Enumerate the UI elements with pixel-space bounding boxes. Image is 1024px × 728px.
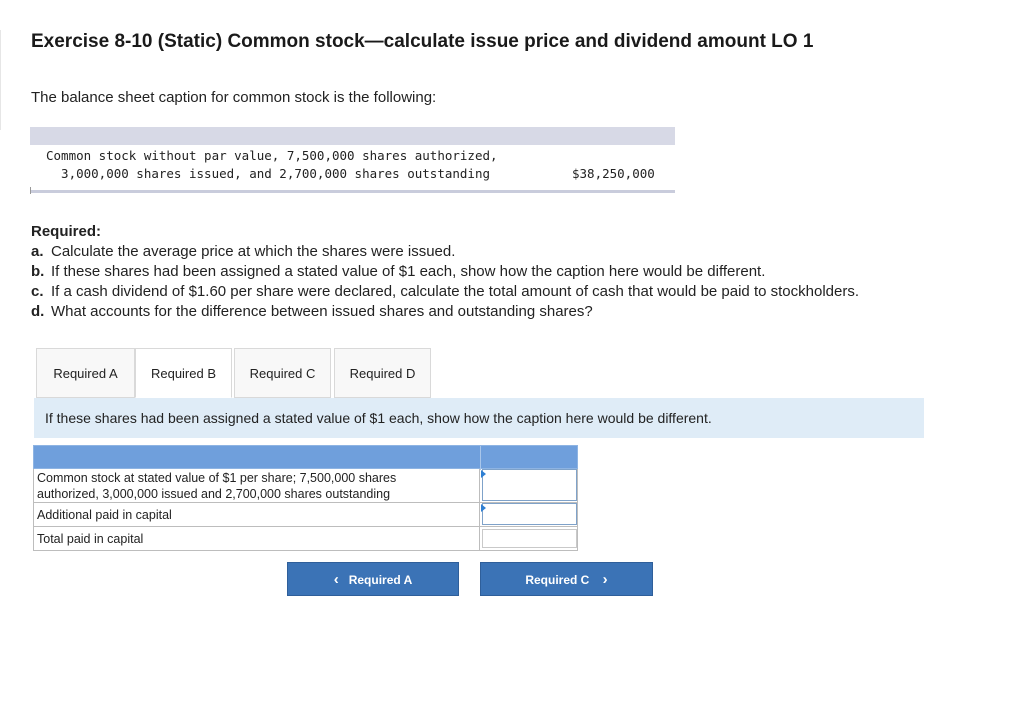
common-stock-amount-input[interactable] — [482, 469, 577, 501]
row-label: Total paid in capital — [37, 532, 144, 546]
header-column-divider — [480, 446, 481, 470]
caption-amount: $38,250,000 — [572, 166, 655, 181]
row-label-line-2: authorized, 3,000,000 issued and 2,700,000 shares outstanding — [37, 487, 391, 501]
required-item-letter: d. — [31, 303, 45, 320]
row-label — [37, 470, 396, 502]
exercise-intro: The balance sheet caption for common stock is the following: — [31, 89, 437, 106]
required-item-text: If these shares had been assigned a stated value of $1 each, show how the caption here would be different. — [51, 263, 766, 280]
prev-button-label: Required A — [348, 573, 413, 587]
exercise-title: Exercise 8-10 (Static) Common stock—calculate issue price and dividend amount LO 1 — [31, 31, 814, 52]
tab-required-c[interactable]: Required C — [234, 348, 331, 398]
caption-tick — [30, 187, 31, 194]
caption-header-bar — [30, 127, 675, 145]
row-label-line-1: Common stock at stated value of $1 per share; 7,500,000 shares — [37, 471, 397, 485]
caption-text — [46, 147, 498, 183]
total-paid-in-capital-input[interactable] — [482, 529, 577, 548]
required-item-letter: c. — [31, 283, 44, 300]
caption-line-2: 3,000,000 shares issued, and 2,700,000 shares outstanding — [46, 166, 491, 181]
required-item-d — [31, 302, 859, 322]
required-item-letter: b. — [31, 263, 45, 280]
answer-table-header — [33, 445, 578, 469]
instruction-banner: If these shares had been assigned a stated value of $1 each, show how the caption here would be different. — [34, 398, 924, 438]
row-value-cell — [479, 469, 578, 502]
required-list — [31, 242, 859, 322]
table-row-common-stock — [33, 469, 578, 503]
additional-paid-in-capital-input[interactable] — [482, 503, 577, 525]
next-required-c-button[interactable] — [480, 562, 653, 596]
required-item-text: What accounts for the difference between issued shares and outstanding shares? — [51, 303, 593, 320]
left-edge-rule — [0, 30, 1, 130]
required-heading: Required: — [31, 223, 102, 240]
chevron-left-icon: ‹ — [333, 571, 339, 588]
chevron-right-icon: › — [602, 571, 608, 588]
next-button-label: Required C — [525, 573, 590, 587]
input-marker-icon — [481, 504, 486, 512]
required-item-a — [31, 242, 859, 262]
row-value-cell — [479, 503, 578, 526]
row-value-cell — [479, 527, 578, 550]
required-item-text: Calculate the average price at which the shares were issued. — [51, 243, 456, 260]
table-row-total-paid-in-capital — [33, 527, 578, 551]
input-marker-icon — [481, 470, 486, 478]
balance-sheet-caption — [30, 127, 675, 194]
required-item-letter: a. — [31, 243, 44, 260]
row-label: Additional paid in capital — [37, 508, 172, 522]
tab-required-d[interactable]: Required D — [334, 348, 431, 398]
required-item-b — [31, 262, 859, 282]
table-row-additional-paid-in-capital — [33, 503, 578, 527]
caption-bottom-rule — [30, 190, 675, 193]
tab-required-a[interactable]: Required A — [36, 348, 135, 398]
required-item-text: If a cash dividend of $1.60 per share were declared, calculate the total amount of cash that would be paid to stockholders. — [51, 283, 859, 300]
caption-line-1: Common stock without par value, 7,500,000 shares authorized, — [46, 148, 498, 163]
prev-required-a-button[interactable] — [287, 562, 459, 596]
tab-required-b[interactable]: Required B — [135, 348, 232, 398]
required-item-c — [31, 282, 859, 302]
